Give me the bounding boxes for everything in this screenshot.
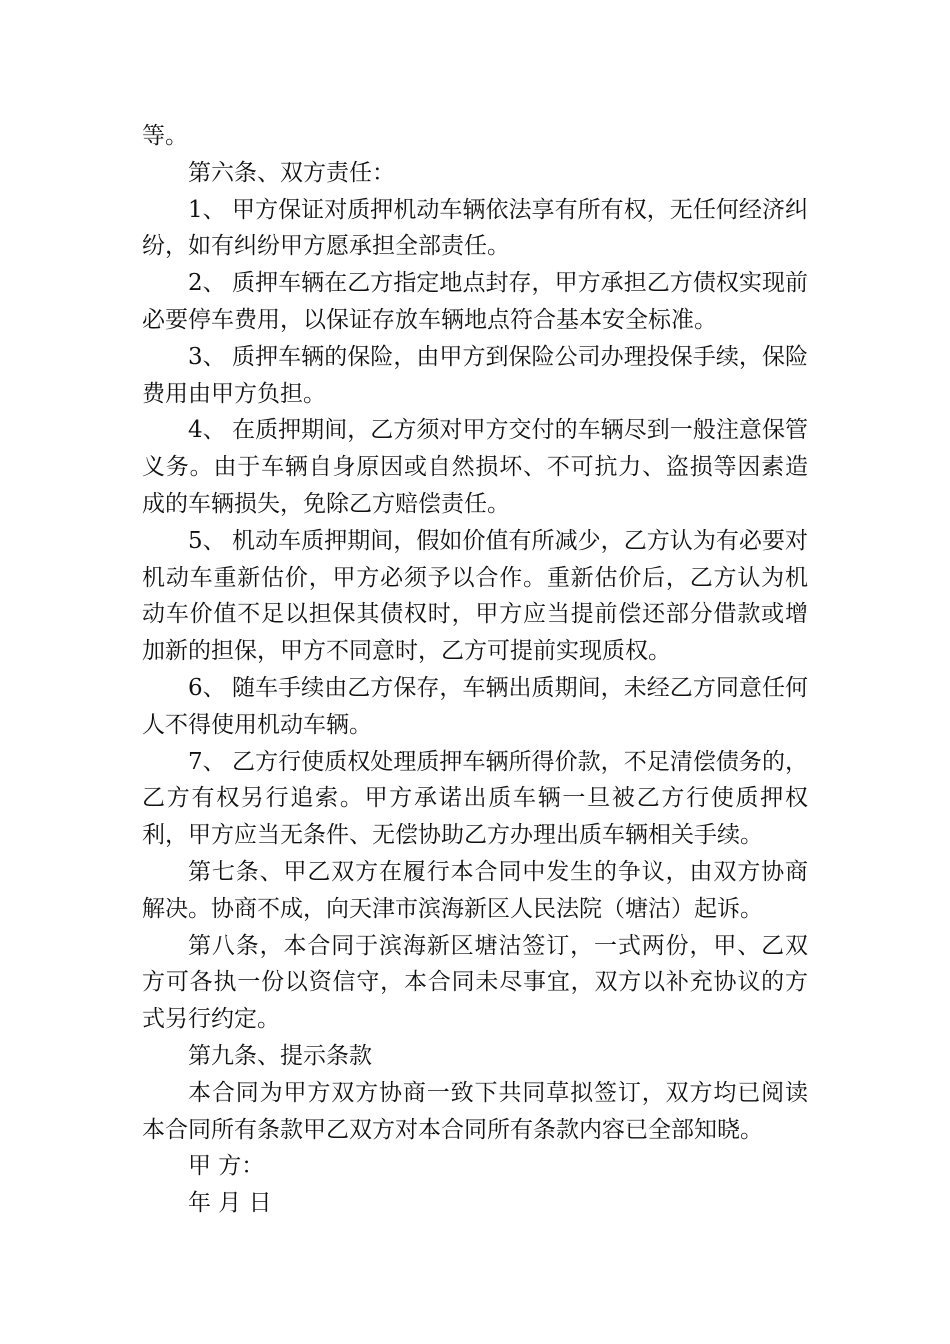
clause-6-1 [142, 192, 808, 266]
article-8 [142, 928, 808, 1038]
paragraph-text: 等。 [142, 123, 188, 149]
article-9-heading [142, 1038, 808, 1075]
paragraph-continuation [142, 118, 808, 155]
paragraph-text: 质押车辆在乙方指定地点封存，甲方承担乙方债权实现前必要停车费用，以保证存放车辆地点符合基本安全标准。 [142, 270, 808, 333]
document-body [142, 118, 808, 1222]
paragraph-text: 甲方保证对质押机动车辆依法享有所有权，无任何经济纠纷，如有纠纷甲方愿承担全部责任。 [142, 196, 808, 260]
article-9-body [142, 1075, 808, 1149]
paragraph-text: 第八条，本合同于滨海新区塘沽签订，一式两份，甲、乙双方可各执一份以资信守，本合同未尽事宜，双方以补充协议的方式另行约定。 [142, 932, 808, 1033]
clause-6-3 [142, 339, 808, 413]
clause-number: 6、 [188, 674, 226, 701]
paragraph-text: 第九条、提示条款 [188, 1042, 372, 1069]
paragraph-text: 第七条、甲乙双方在履行本合同中发生的争议，由双方协商解决。协商不成，向天津市滨海新区人民法院（塘沽）起诉。 [142, 858, 808, 922]
clause-6-2 [142, 265, 808, 339]
clause-6-7 [142, 744, 808, 854]
paragraph-text: 机动车质押期间，假如价值有所减少，乙方认为有必要对机动车重新估价，甲方必须予以合作。重新估价后，乙方认为机动车价值不足以担保其债权时，甲方应当提前偿还部分借款或增加新的担保，甲方不同意时，乙方可提前实现质权。 [142, 527, 808, 665]
clause-6-4 [142, 412, 808, 522]
clause-number: 4、 [188, 417, 226, 444]
clause-6-6 [142, 670, 808, 744]
clause-number: 5、 [188, 527, 226, 554]
paragraph-text: 本合同为甲方双方协商一致下共同草拟签订，双方均已阅读本合同所有条款甲乙双方对本合同所有条款内容已全部知晓。 [142, 1079, 808, 1143]
clause-number: 3、 [188, 343, 226, 370]
article-7 [142, 854, 808, 928]
signature-party-a [142, 1148, 808, 1185]
article-6-heading [142, 155, 808, 192]
paragraph-text: 年 月 日 [188, 1190, 272, 1217]
paragraph-text: 随车手续由乙方保存，车辆出质期间，未经乙方同意任何人不得使用机动车辆。 [142, 674, 808, 738]
clause-number: 2、 [188, 270, 226, 297]
clause-number: 7、 [188, 748, 226, 775]
paragraph-text: 质押车辆的保险，由甲方到保险公司办理投保手续，保险费用由甲方负担。 [142, 343, 808, 407]
paragraph-text: 在质押期间，乙方须对甲方交付的车辆尽到一般注意保管义务。由于车辆自身原因或自然损坏、不可抗力、盗损等因素造成的车辆损失，免除乙方赔偿责任。 [142, 417, 808, 517]
clause-6-5 [142, 523, 808, 670]
clause-number: 1、 [188, 196, 226, 223]
paragraph-text: 乙方行使质权处理质押车辆所得价款，不足清偿债务的，乙方有权另行追索。甲方承诺出质车辆一旦被乙方行使质押权利，甲方应当无条件、无偿协助乙方办理出质车辆相关手续。 [142, 748, 808, 849]
paragraph-text: 甲 方： [188, 1153, 265, 1180]
paragraph-text: 第六条、双方责任： [188, 159, 395, 186]
signature-date [142, 1185, 808, 1222]
